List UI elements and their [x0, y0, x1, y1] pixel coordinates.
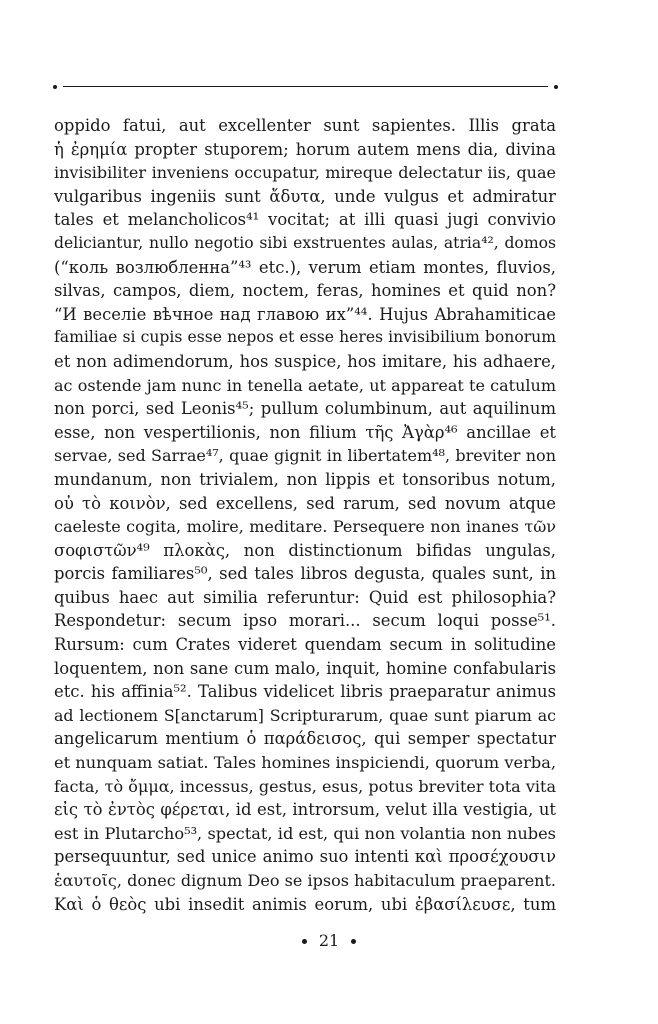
- text-line: ac ostende jam nunc in tenella aetate, ut appareat te catulum: [54, 375, 556, 395]
- text-line: οὐ τὸ κοινὸν, sed excellens, sed rarum, sed novum atque: [54, 493, 556, 513]
- text-line: (“коль возлюбленна”⁴³ etc.), verum etiam montes, fluvios,: [54, 257, 556, 277]
- footer-bullet-right: [351, 939, 356, 944]
- body-text: [54, 114, 556, 916]
- text-line: etc. his affinia⁵². Talibus videlicet libris praeparatur animus: [54, 682, 556, 702]
- text-line: Καὶ ὁ θεὸς ubi insedit animis eorum, ubi ἐβασίλευσε, tum: [54, 894, 556, 914]
- text-line: et nunquam satiat. Tales homines inspiciendi, quorum verba,: [54, 753, 556, 773]
- text-line: esse, non vespertilionis, non filium τῆς Ἀγὰρ⁴⁶ ancillae et: [54, 422, 556, 442]
- text-line: familiae si cupis esse nepos et esse heres invisibilium bonorum: [54, 328, 556, 347]
- text-line: mundanum, non trivialem, non lippis et tonsoribus notum,: [54, 469, 556, 489]
- text-line: vulgaribus ingeniis sunt ἄδυτα, unde vulgus et admiratur: [54, 186, 556, 206]
- page-number: 21: [318, 931, 340, 950]
- text-line: facta, τὸ ὄμμα, incessus, gestus, esus, potus breviter tota vita: [54, 776, 556, 796]
- text-line: deliciantur, nullo negotio sibi exstruentes aulas, atria⁴², domos: [54, 233, 556, 252]
- text-line: Respondetur: secum ipso morari... secum loqui posse⁵¹.: [54, 611, 556, 631]
- text-line: angelicarum mentium ὁ παράδεισος, qui semper spectatur: [54, 729, 556, 749]
- text-line: quibus haec aut similia referuntur: Quid est philosophia?: [54, 587, 556, 607]
- text-line: loquentem, non sane cum malo, inquit, homine confabularis: [54, 658, 556, 678]
- footer-bullet-left: [302, 939, 307, 944]
- text-line: persequuntur, sed unice animo suo intenti καὶ προσέχουσιν: [54, 847, 556, 867]
- text-line: porcis familiares⁵⁰, sed tales libros degusta, quales sunt, in: [54, 564, 556, 584]
- rule-line: [63, 86, 548, 87]
- text-line: est in Plutarcho⁵³, spectat, id est, qui non volantia non nubes: [54, 823, 556, 843]
- text-line: silvas, campos, diem, noctem, feras, homines et quid non?: [54, 281, 556, 301]
- text-line: oppido fatui, aut excellenter sunt sapientes. Illis grata: [54, 116, 556, 135]
- header-rule: [53, 83, 558, 93]
- text-line: caeleste cogita, molire, meditare. Persequere non inanes τῶν: [54, 517, 556, 537]
- text-line: non porci, sed Leonis⁴⁵; pullum columbinum, aut aquilinum: [54, 399, 556, 419]
- text-line: “И веселіе вѣчное над главою их”⁴⁴. Hujus Abrahamiticae: [54, 304, 556, 324]
- text-line: ἑαυτοῖς, donec dignum Deo se ipsos habitaculum praeparent.: [54, 871, 556, 890]
- text-line: εἰς τὸ ἐντὸς φέρεται, id est, introrsum, velut illa vestigia, ut: [54, 800, 556, 820]
- text-line: σοφιστῶν⁴⁹ πλοκὰς, non distinctionum bifidas ungulas,: [54, 540, 556, 560]
- rule-dot-right: [554, 85, 558, 89]
- text-line: ἡ ἐρημία propter stuporem; horum autem mens dia, divina: [54, 139, 556, 159]
- text-line: ad lectionem S[anctarum] Scripturarum, quae sunt piarum ac: [54, 705, 556, 725]
- text-line: Rursum: cum Crates videret quendam secum in solitudine: [54, 635, 556, 655]
- text-line: servae, sed Sarrae⁴⁷, quae gignit in libertatem⁴⁸, breviter non: [54, 446, 556, 466]
- page-footer: [0, 931, 658, 951]
- text-line: et non adimendorum, hos suspice, hos imitare, his adhaere,: [54, 351, 556, 371]
- text-line: tales et melancholicos⁴¹ vocitat; at illi quasi jugi convivio: [54, 210, 556, 230]
- rule-dot-left: [53, 85, 57, 89]
- text-line: invisibiliter inveniens occupatur, mireque delectatur iis, quae: [54, 163, 556, 183]
